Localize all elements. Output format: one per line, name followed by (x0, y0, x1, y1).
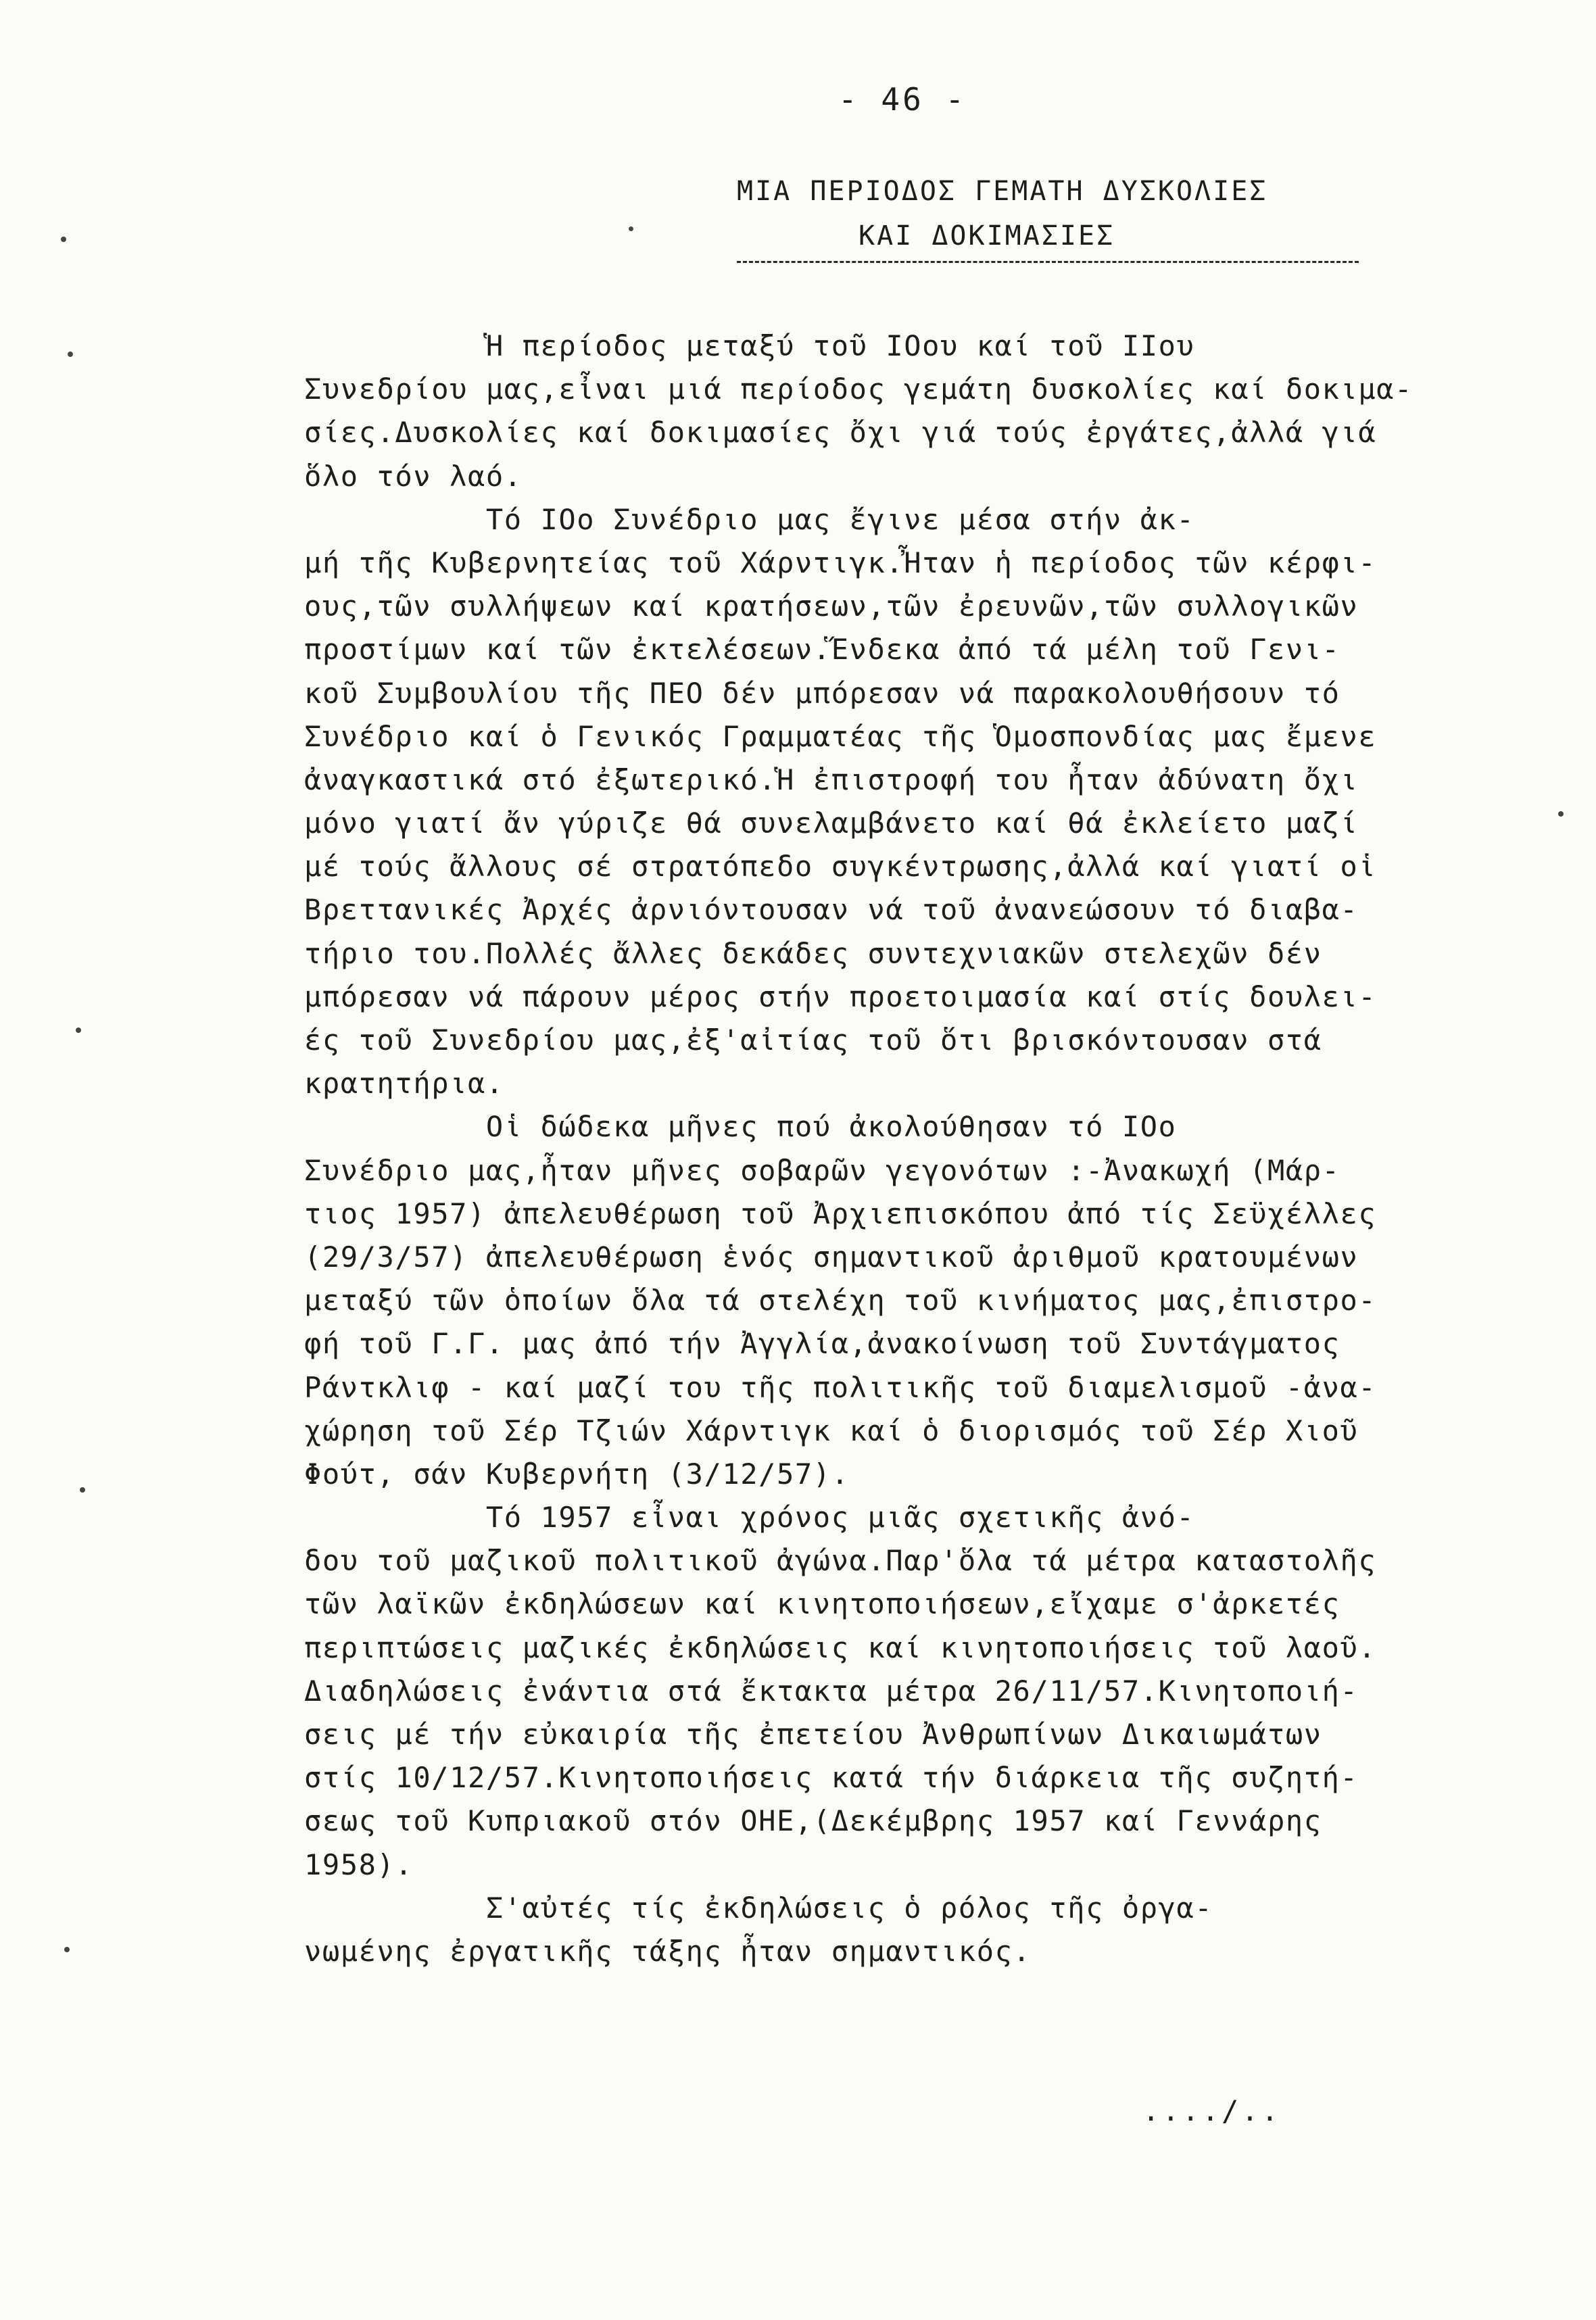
scan-speck (76, 1028, 81, 1033)
text-line: νωμένης ἐργατικῆς τάξης ἦταν σημαντικός. (304, 1934, 1032, 1968)
text-line: τήριο του.Πολλές ἄλλες δεκάδες συντεχνιακῶν στελεχῶν δέν (304, 936, 1322, 970)
scan-speck (68, 352, 73, 357)
text-line: μεταξύ τῶν ὁποίων ὅλα τά στελέχη τοῦ κινήματος μας,ἐπιστρο- (304, 1284, 1377, 1318)
scan-speck (61, 237, 66, 242)
text-line: ὅλο τόν λαό. (304, 459, 523, 493)
text-line: Διαδηλώσεις ἐνάντια στά ἔκτακτα μέτρα 26/11/57.Κινητοποιή- (304, 1674, 1359, 1708)
title-underline (737, 261, 1359, 263)
text-line: Συνέδριο καί ὁ Γενικός Γραμματέας τῆς Ὁμοσπονδίας μας ἔμενε (304, 719, 1377, 753)
text-line: τιος 1957) ἀπελευθέρωση τοῦ Ἀρχιεπισκόπου ἀπό τίς Σεϋχέλλες (304, 1197, 1377, 1230)
text-line: μή τῆς Κυβερνητείας τοῦ Χάρντιγκ.Ἦταν ἡ περίοδος τῶν κέρφι- (304, 546, 1377, 579)
text-line: ές τοῦ Συνεδρίου μας,ἐξ'αἰτίας τοῦ ὅτι βρισκόντουσαν στά (304, 1023, 1322, 1057)
text-line: Συνεδρίου μας,εἶναι μιά περίοδος γεμάτη δυσκολίες καί δοκιμα- (304, 372, 1413, 406)
scan-speck (64, 1947, 70, 1952)
title-line-2: ΚΑΙ ΔΟΚΙΜΑΣΙΕΣ (859, 220, 1115, 251)
title-line-1: ΜΙΑ ΠΕΡΙΟΔΟΣ ΓΕΜΑΤΗ ΔΥΣΚΟΛΙΕΣ (737, 176, 1268, 207)
text-line: 1958). (304, 1847, 414, 1881)
scan-speck (1558, 811, 1564, 817)
text-line: κρατητήρια. (304, 1067, 504, 1101)
text-line: φή τοῦ Γ.Γ. μας ἀπό τήν Ἀγγλία,ἀνακοίνωση τοῦ Συντάγματος (304, 1327, 1340, 1361)
body-text (304, 324, 1521, 1973)
text-line: σίες.Δυσκολίες καί δοκιμασίες ὄχι γιά τούς ἐργάτες,ἀλλά γιά (304, 416, 1377, 450)
text-line: Συνέδριο μας,ἦταν μῆνες σοβαρῶν γεγονότων :-Ἀνακωχή (Μάρ- (304, 1153, 1340, 1187)
text-line: χώρηση τοῦ Σέρ Τζιών Χάρντιγκ καί ὁ διορισμός τοῦ Σέρ Χιοῦ (304, 1413, 1359, 1447)
continuation-mark: ..../.. (1142, 2094, 1282, 2127)
text-line: ἀναγκαστικά στό ἐξωτερικό.Ἡ ἐπιστροφή του ἦταν ἀδύνατη ὄχι (304, 763, 1359, 796)
text-line: Τό 1957 εἶναι χρόνος μιᾶς σχετικῆς ἀνό- (304, 1501, 1195, 1534)
text-line: Βρεττανικές Ἀρχές ἀρνιόντουσαν νά τοῦ ἀνανεώσουν τό διαβα- (304, 893, 1359, 927)
scan-speck (629, 226, 633, 231)
text-line: ους,τῶν συλλήψεων καί κρατήσεων,τῶν ἐρευνῶν,τῶν συλλογικῶν (304, 589, 1359, 623)
text-line: στίς 10/12/57.Κινητοποιήσεις κατά τήν διάρκεια τῆς συζητή- (304, 1761, 1359, 1795)
text-line: μέ τούς ἄλλους σέ στρατόπεδο συγκέντρωσης,ἀλλά καί γιατί οἱ (304, 850, 1377, 884)
text-line: κοῦ Συμβουλίου τῆς ΠΕΟ δέν μπόρεσαν νά παρακολουθήσουν τό (304, 676, 1340, 710)
page-number: - 46 - (838, 81, 967, 118)
text-line: Φούτ, σάν Κυβερνήτη (3/12/57). (304, 1457, 850, 1491)
text-line: σεως τοῦ Κυπριακοῦ στόν ΟΗΕ,(Δεκέμβρης 1957 καί Γεννάρης (304, 1804, 1322, 1838)
chapter-title (737, 169, 1413, 263)
text-line: Οἱ δώδεκα μῆνες πού ἀκολούθησαν τό ΙΟο (304, 1110, 1177, 1144)
text-line: δου τοῦ μαζικοῦ πολιτικοῦ ἀγώνα.Παρ'ὅλα τά μέτρα καταστολῆς (304, 1544, 1377, 1578)
scan-speck (80, 1487, 85, 1493)
text-line: σεις μέ τήν εὐκαιρία τῆς ἐπετείου Ἀνθρωπίνων Δικαιωμάτων (304, 1718, 1322, 1751)
text-line: (29/3/57) ἀπελευθέρωση ἑνός σημαντικοῦ ἀριθμοῦ κρατουμένων (304, 1240, 1359, 1274)
text-line: Ἡ περίοδος μεταξύ τοῦ ΙΟου καί τοῦ ΙΙου (304, 329, 1195, 362)
text-line: μόνο γιατί ἄν γύριζε θά συνελαμβάνετο καί θά ἐκλείετο μαζί (304, 806, 1359, 840)
text-line: Ράντκλιφ - καί μαζί του τῆς πολιτικῆς τοῦ διαμελισμοῦ -ἀνα- (304, 1370, 1377, 1404)
text-line: Σ'αὐτές τίς ἐκδηλώσεις ὁ ρόλος τῆς ὀργα- (304, 1891, 1213, 1925)
text-line: μπόρεσαν νά πάρουν μέρος στήν προετοιμασία καί στίς δουλει- (304, 980, 1377, 1013)
text-line: προστίμων καί τῶν ἐκτελέσεων.Ἕνδεκα ἀπό τά μέλη τοῦ Γενι- (304, 633, 1340, 667)
text-line: περιπτώσεις μαζικές ἐκδηλώσεις καί κινητοποιήσεις τοῦ λαοῦ. (304, 1630, 1377, 1664)
text-line: τῶν λαϊκῶν ἐκδηλώσεων καί κινητοποιήσεων,εἴχαμε σ'ἀρκετές (304, 1587, 1340, 1621)
text-line: Τό ΙΟο Συνέδριο μας ἔγινε μέσα στήν ἀκ- (304, 502, 1195, 536)
